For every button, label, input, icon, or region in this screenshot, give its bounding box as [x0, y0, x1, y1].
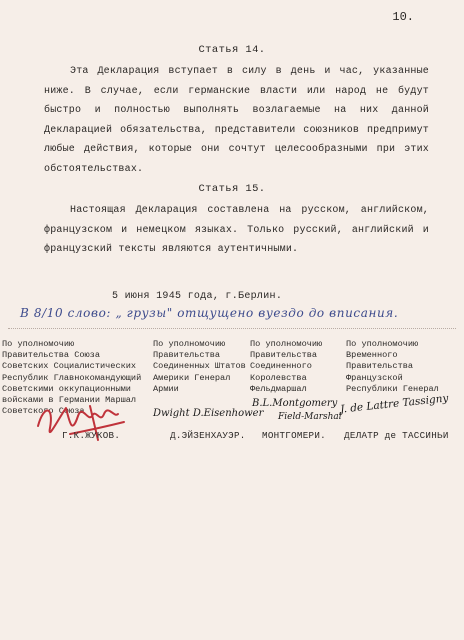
signatory-name-uk: МОНТГОМЕРИ.	[262, 430, 326, 441]
signatory-authority-usa: По уполномочию Правительства Соединенных Штатов Америки Генерал Армии	[153, 339, 246, 394]
montgomery-signature: B.L.Montgomery	[252, 398, 338, 409]
article-14-body: Эта Декларация вступает в силу в день и час, указанные ниже. В случае, если германские власти или народ не будут быстро и полностью выполнять возлагаемые на них данной Декларацией обязательства, представители союзников предпримут любые действия, которые они сочтут целесообразными при этих обстоятельствах.	[44, 66, 429, 175]
signatory-authority-uk: По уполномочию Правительства Соединенного Королевства Фельдмаршал	[250, 339, 323, 394]
date-line: 5 июня 1945 года, г.Берлин.	[112, 291, 283, 302]
signatory-name-ussr: Г.К.ЖУКОВ.	[62, 430, 121, 441]
page-number: 10.	[392, 10, 414, 24]
montgomery-rank-signature: Field-Marshal	[278, 412, 342, 422]
article-15-body: Настоящая Декларация составлена на русском, английском, французском и немецком языках. Только русский, английский и французский тексты являются аутентичными.	[44, 205, 429, 255]
handwritten-note: В 8/10 слово: „ грузы" отщущено вуездо до вписания.	[20, 306, 399, 320]
signatory-name-usa: Д.ЭЙЗЕНХАУЭР.	[170, 430, 246, 441]
signatory-name-france: ДЕЛАТР де ТАССИНЬИ	[344, 430, 449, 441]
article-14-text	[44, 62, 429, 179]
article-14-heading: Статья 14.	[198, 44, 266, 56]
divider	[8, 328, 456, 329]
signatory-authority-ussr: По уполномочию Правительства Союза Советских Социалистических Республик Главнокомандующий Советскими оккупационными войсками в Германии Маршал Советского Союза	[2, 339, 142, 417]
article-15-heading: Статья 15.	[198, 183, 266, 195]
zhukov-signature	[30, 386, 140, 456]
tassigny-signature: J. de Lattre Tassigny	[339, 392, 449, 416]
signatory-authority-france: По уполномочию Временного Правительства Французской Республики Генерал	[346, 339, 439, 394]
article-15-text	[44, 201, 429, 260]
eisenhower-signature: Dwight D.Eisenhower	[153, 408, 264, 419]
